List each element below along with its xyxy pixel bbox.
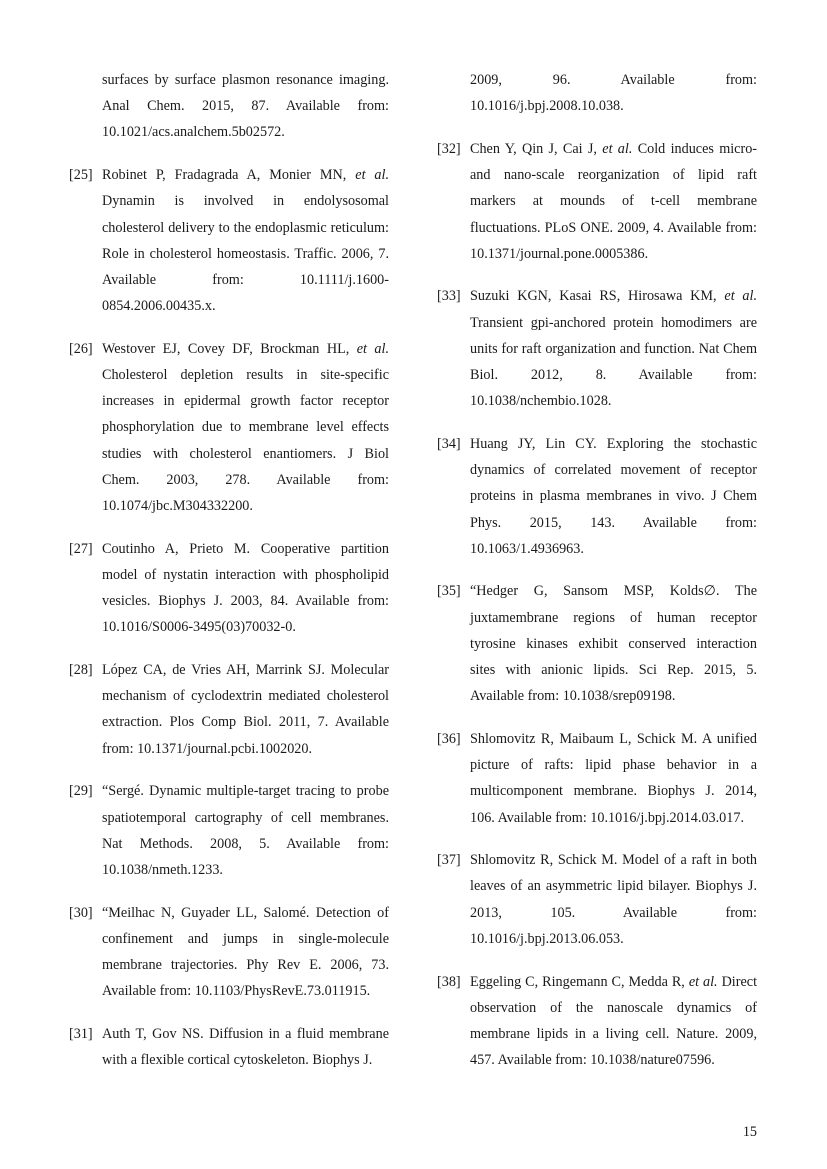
reference-body: Huang JY, Lin CY. Exploring the stochastic dynamics of correlated movement of receptor proteins in plasma membranes in vivo. J Chem Phys. 2015, 143. Available from: 10.1063/1.4936963. xyxy=(470,435,757,557)
reference-text xyxy=(102,778,389,883)
reference-authors: Suzuki KGN, Kasai RS, Hirosawa KM, xyxy=(470,288,717,305)
et-al: et al. xyxy=(602,140,633,157)
reference-entry xyxy=(69,657,389,762)
reference-text xyxy=(102,536,389,641)
reference-entry xyxy=(437,136,757,267)
reference-text xyxy=(470,726,757,831)
reference-authors: Chen Y, Qin J, Cai J, xyxy=(470,140,597,157)
reference-body: Auth T, Gov NS. Diffusion in a fluid membrane with a flexible cortical cytoskeleton. Biophys J. xyxy=(102,1026,389,1069)
reference-body: Shlomovitz R, Maibaum L, Schick M. A unified picture of rafts: lipid phase behavior in a multicomponent membrane. Biophys J. 2014, 106. Available from: 10.1016/j.bpj.2014.03.017. xyxy=(470,730,757,826)
reference-body: Cold induces micro- and nano-scale reorganization of lipid raft markers at mounds of t-cell membrane fluctuations. PLoS ONE. 2009, 4. Available from: 10.1371/journal.pone.0005386. xyxy=(470,140,758,262)
reference-body: Coutinho A, Prieto M. Cooperative partition model of nystatin interaction with phospholipid vesicles. Biophys J. 2003, 84. Available from: 10.1016/S0006-3495(03)70032-0. xyxy=(102,540,389,636)
reference-entry xyxy=(69,336,389,519)
reference-entry xyxy=(437,969,757,1074)
reference-body: “Hedger G, Sansom MSP, Kolds∅. The juxtamembrane regions of human receptor tyrosine kinases exhibit conserved interaction sites with anionic lipids. Sci Rep. 2015, 5. Available from: 10.1038/srep09198. xyxy=(470,583,757,705)
reference-text xyxy=(102,67,389,146)
reference-text xyxy=(470,578,757,709)
reference-number: [31] xyxy=(69,1026,93,1042)
reference-entry xyxy=(69,778,389,883)
reference-authors: Westover EJ, Covey DF, Brockman HL, xyxy=(102,340,350,357)
reference-number: [35] xyxy=(437,583,461,600)
et-al: et al. xyxy=(688,973,718,990)
reference-number: [36] xyxy=(437,730,461,747)
reference-text xyxy=(470,136,757,267)
reference-entry xyxy=(69,900,389,1005)
reference-number: [25] xyxy=(69,167,93,184)
reference-text xyxy=(470,847,757,952)
reference-entry xyxy=(437,847,757,952)
reference-text xyxy=(470,67,757,119)
reference-body: Transient gpi-anchored protein homodimers are units for raft organization and function. Nat Chem Biol. 2012, 8. Available from: 10.1038/nchembio.1028. xyxy=(470,314,757,410)
reference-body: “Meilhac N, Guyader LL, Salomé. Detection of confinement and jumps in single-molecule membrane trajectories. Phy Rev E. 2006, 73. Available from: 10.1103/PhysRevE.73.011915. xyxy=(102,904,389,1000)
et-al: et al. xyxy=(355,167,390,184)
reference-number: [34] xyxy=(437,435,461,452)
reference-entry xyxy=(69,162,389,319)
reference-entry xyxy=(69,536,389,641)
reference-text xyxy=(470,431,757,562)
et-al: et al. xyxy=(356,340,389,357)
reference-number: [26] xyxy=(69,340,93,357)
reference-body: Direct observation of the nanoscale dynamics of membrane lipids in a living cell. Nature. 2009, 457. Available from: 10.1038/nature07596. xyxy=(470,973,758,1069)
reference-text xyxy=(102,900,389,1005)
reference-column-left xyxy=(69,67,389,1090)
reference-column-right xyxy=(437,67,757,1090)
reference-entry xyxy=(437,431,757,562)
reference-entry xyxy=(437,283,757,414)
reference-entry xyxy=(69,1021,389,1073)
reference-entry xyxy=(437,726,757,831)
reference-body: López CA, de Vries AH, Marrink SJ. Molecular mechanism of cyclodextrin mediated cholesterol extraction. Plos Comp Biol. 2011, 7. Available from: 10.1371/journal.pcbi.1002020. xyxy=(102,662,389,757)
reference-number: [27] xyxy=(69,540,93,557)
reference-entry xyxy=(69,67,389,146)
reference-text xyxy=(470,283,757,414)
reference-text xyxy=(102,657,389,762)
reference-number: [29] xyxy=(69,783,93,800)
reference-text xyxy=(470,969,757,1074)
reference-body: surfaces by surface plasmon resonance imaging. Anal Chem. 2015, 87. Available from: 10.1021/acs.analchem.5b02572. xyxy=(102,72,389,141)
reference-body: Shlomovitz R, Schick M. Model of a raft in both leaves of an asymmetric lipid bilayer. Biophys J. 2013, 105. Available from: 10.1016/j.bpj.2013.06.053. xyxy=(470,852,757,947)
reference-body: Cholesterol depletion results in site-specific increases in epidermal growth factor receptor phosphorylation due to membrane level effects studies with cholesterol enantiomers. J Biol Chem. 2003, 278. Available from: 10.1074/jbc.M304332200. xyxy=(102,367,389,515)
reference-text xyxy=(102,1021,389,1073)
reference-text xyxy=(102,162,389,319)
reference-authors: Robinet P, Fradagrada A, Monier MN, xyxy=(102,167,347,184)
reference-entry xyxy=(437,67,757,119)
reference-number: [30] xyxy=(69,904,93,921)
reference-number: [33] xyxy=(437,288,461,305)
reference-number: [38] xyxy=(437,973,461,990)
page-number: 15 xyxy=(742,1124,757,1140)
reference-body: “Sergé. Dynamic multiple-target tracing to probe spatiotemporal cartography of cell membranes. Nat Methods. 2008, 5. Available from: 10.1038/nmeth.1233. xyxy=(102,783,389,878)
reference-number: [37] xyxy=(437,852,461,869)
reference-number: [32] xyxy=(437,140,461,157)
reference-entry xyxy=(437,578,757,709)
et-al: et al. xyxy=(724,288,757,305)
reference-body: Dynamin is involved in endolysosomal cholesterol delivery to the endoplasmic reticulum: Role in cholesterol homeostasis. Traffic. 2006, 7. Available from: 10.1111/j.1600-0854.2006.00435.x. xyxy=(102,193,389,315)
reference-body: 2009, 96. Available from: 10.1016/j.bpj.2008.10.038. xyxy=(470,72,757,115)
reference-authors: Eggeling C, Ringemann C, Medda R, xyxy=(470,973,685,990)
reference-number: [28] xyxy=(69,662,93,679)
reference-text xyxy=(102,336,389,519)
